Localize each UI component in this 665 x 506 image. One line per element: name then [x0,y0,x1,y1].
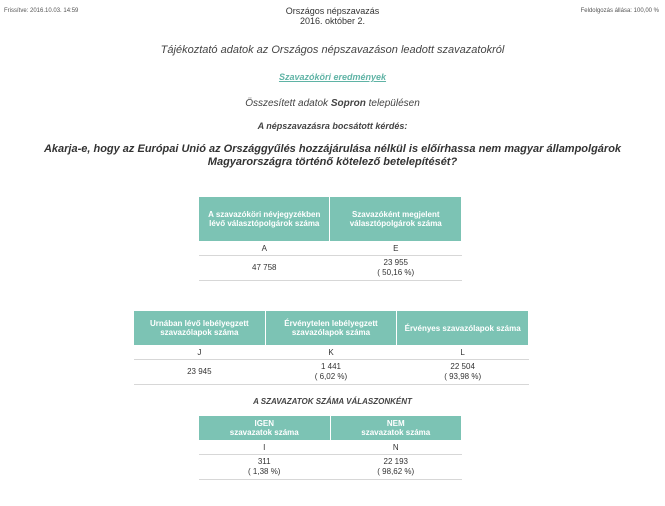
letter-e: E [330,242,462,256]
value-invalid [265,360,397,385]
registered-count: 47 758 [252,263,277,272]
summary-place: Sopron [330,98,366,109]
header-valid-ballots: Érvényes szavazólapok száma [397,311,529,346]
ballots-in-box-count: 23 945 [187,367,212,376]
letter-l: L [397,346,529,360]
yes-percent: ( 1,38 %) [248,467,281,476]
invalid-percent: ( 6,02 %) [314,372,348,381]
letter-n: N [330,441,462,455]
valid-percent: ( 93,98 %) [444,372,482,381]
header-no [330,416,462,441]
processing-status: Feldolgozás állása: 100,00 % [580,8,659,14]
header-yes-top: IGEN [254,419,275,428]
value-turnout [330,256,462,281]
header-yes-bottom: szavazatok száma [229,428,299,437]
header-no-top: NEM [386,419,405,428]
update-timestamp: Frissítve: 2016.10.03. 14:59 [4,8,79,14]
invalid-count: 1 441 [320,362,341,371]
value-valid [397,360,529,385]
info-title: Tájékoztató adatok az Országos népszavazáson leadott szavazatokról [160,44,505,56]
yes-count: 311 [257,457,271,466]
letter-j: J [134,346,266,360]
header-yes [199,416,331,441]
value-registered [199,256,330,281]
turnout-table [198,196,462,281]
summary-prefix: Összesített adatok [245,98,331,109]
no-percent: ( 98,62 %) [377,467,415,476]
header-no-bottom: szavazatok száma [361,428,431,437]
letter-a: A [199,242,330,256]
question-line-2: Magyarországra történő kötelező betelepítését? [207,156,458,168]
value-ballots-in-box [134,360,266,385]
question-label: A népszavazásra bocsátott kérdés: [257,121,408,131]
summary-suffix: településen [365,98,420,109]
header-ballots-in-box: Urnában lévő lebélyegzett szavazólapok száma [134,311,266,346]
page-header [0,6,665,26]
section-title: A SZAVAZATOK SZÁMA VÁLASZONKÉNT [253,397,412,406]
precinct-results-link[interactable]: Szavazóköri eredmények [278,72,387,82]
letter-k: K [265,346,397,360]
turnout-percent: ( 50,16 %) [377,268,415,277]
letter-i: I [199,441,331,455]
election-date: 2016. október 2. [299,16,366,26]
votes-table [198,415,462,480]
valid-count: 22 504 [450,362,475,371]
header-registered: A szavazóköri névjegyzékben lévő választópolgárok száma [199,197,330,242]
ballots-table [133,310,529,385]
value-no [330,455,462,480]
turnout-count: 23 955 [383,258,408,267]
header-invalid-ballots: Érvénytelen lebélyegzett szavazólapok száma [265,311,397,346]
summary-title [0,98,665,109]
value-yes [199,455,331,480]
header-turnout: Szavazóként megjelent választópolgárok száma [330,197,462,242]
election-title: Országos népszavazás [285,6,380,16]
question-text [0,143,665,169]
question-line-1: Akarja-e, hogy az Európai Unió az Országgyűlés hozzájárulása nélkül is előírhassa nem magyar állampolgárok [43,143,622,155]
results-link-wrap [0,67,665,85]
no-count: 22 193 [383,457,408,466]
